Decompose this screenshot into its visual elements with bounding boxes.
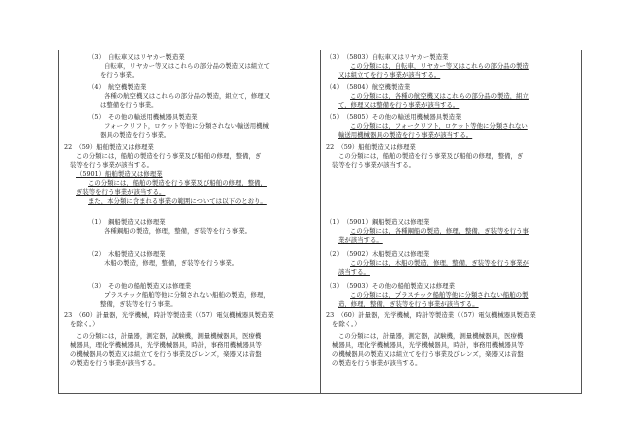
current-text-line: （5901）船舶製造又は修理業 [76, 170, 163, 178]
current-text-line: は整備を行う事業。 [100, 101, 158, 109]
current-text-line: 械器具，理化学機械器具，光学機械器具，時計，事務用機械器具等 [70, 341, 262, 349]
current-text-line: の機械器具の製造又は組立てを行う事業及びレンズ，楽器又は音盤 [70, 350, 262, 358]
revised-text-line: （2） （5902）木船製造又は修理業 [326, 250, 430, 258]
revised-text-line: 輸送用機械器具の製造を行う事業が該当する。 [338, 131, 473, 139]
current-text-line: 整備，ぎ装等を行う事業。 [100, 300, 177, 308]
current-text-line: 装等を行う事業が該当する。 [70, 161, 154, 169]
current-text-line: 木船の製造，修理，整備，ぎ装等を行う事業。 [104, 259, 239, 267]
column-divider [320, 50, 321, 394]
current-text-line: また，本分類に含まれる事業の範囲については以下のとおり。 [88, 197, 267, 205]
current-text-line: この分類には，計量器，測定器，試験機，測量機械器具，医療機 [76, 332, 262, 340]
revised-text-line: 23 （60）計量器，光学機械，時計等製造業（（57）電気機械器具製造業 [326, 311, 536, 319]
current-text-line: （4） 航空機製造業 [88, 83, 147, 91]
current-text-line: の製造を行う事業が該当する。 [70, 359, 160, 367]
current-text-line: この分類には，船舶の製造を行う事業及び船舶の修理，整備， [88, 179, 267, 187]
revised-text-line: （5） （5805）その他の輸送用機械器具製造業 [326, 113, 462, 121]
current-text-line: 各種鋼船の製造，修理，整備，ぎ装等を行う事業。 [104, 227, 251, 235]
revised-text-line: この分類には，自転車，リヤカー等又はこれらの部分品の製造 [350, 62, 529, 70]
current-text-line: を除く。） [70, 320, 99, 328]
revised-text-line: 装等を行う事業が該当する。 [332, 161, 416, 169]
revised-text-line: 該当する。 [338, 268, 370, 276]
revised-text-line: （3） （5803）自転車又はリヤカー製造業 [326, 53, 449, 61]
revised-text-line: 22 （59）船舶製造又は修理業 [326, 143, 416, 151]
current-text-line: 自転車，リヤカー等又はこれらの部分品の製造又は組立て [104, 62, 271, 70]
current-text-line: この分類には，船舶の製造を行う事業及び船舶の修理，整備，ぎ [76, 152, 262, 160]
table-border-bottom [58, 393, 582, 394]
current-text-line: を行う事業。 [100, 71, 139, 79]
revised-text-line: この分類には，計量器，測定器，試験機，測量機械器具，医療機 [338, 332, 524, 340]
current-text-line: （2） 木船製造又は修理業 [88, 250, 166, 258]
revised-text-line: この分類には，各種鋼船の製造，修理，整備，ぎ装等を行う事 [350, 227, 529, 235]
revised-text-line: を除く。） [332, 320, 361, 328]
revised-text-line: この分類には，各種の航空機又はこれらの部分品の製造，組立 [350, 92, 529, 100]
revised-text-line: （1） （5901）鋼船製造又は修理業 [326, 218, 430, 226]
current-text-line: （1） 鋼船製造又は修理業 [88, 218, 166, 226]
current-text-line: 22 （59）船舶製造又は修理業 [64, 143, 154, 151]
revised-text-line: （3） （5903）その他の船舶製造又は修理業 [326, 282, 455, 290]
current-text-line: ぎ装等を行う事業が該当する。 [76, 188, 166, 196]
revised-text-line: 造，修理，整備，ぎ装等を行う事業が該当する。 [338, 300, 479, 308]
table-border-left [58, 50, 59, 394]
current-text-line: （3） その他の船舶製造又は修理業 [88, 282, 192, 290]
revised-text-line: この分類には，フォークリフト，ロケット等他に分類されない [350, 122, 528, 130]
revised-text-line: 業が該当する。 [338, 236, 383, 244]
current-text-line: 各種の航空機又はこれらの部分品の製造，組立て，修理又 [104, 92, 271, 100]
revised-text-line: この分類には，プラスチック船舶等他に分類されない船舶の製 [350, 291, 529, 299]
revised-text-line: の製造を行う事業が該当する。 [332, 359, 422, 367]
current-text-line: プラスチック船舶等他に分類されない船舶の製造，修理， [104, 291, 270, 299]
revised-text-line: この分類には，木船の製造，修理，整備，ぎ装等を行う事業が [350, 259, 529, 267]
revised-text-line: （4） （5804）航空機製造業 [326, 83, 411, 91]
current-text-line: 器具の製造を行う事業。 [100, 131, 171, 139]
current-text-line: （5） その他の輸送用機械器具製造業 [88, 113, 198, 121]
current-text-line: フォークリフト，ロケット等他に分類されない輸送用機械 [104, 122, 269, 130]
revised-text-line: この分類には，船舶の製造を行う事業及び船舶の修理，整備，ぎ [338, 152, 524, 160]
revised-text-line: の機械器具の製造又は組立てを行う事業及びレンズ，楽器又は音盤 [332, 350, 524, 358]
revised-text-line: て，修理又は整備を行う事業が該当する。 [338, 101, 460, 109]
current-text-line: （3） 自転車又はリヤカー製造業 [88, 53, 185, 61]
table-border-right [581, 50, 582, 394]
revised-text-line: 械器具，理化学機械器具，光学機械器具，時計，事務用機械器具等 [332, 341, 524, 349]
current-text-line: 23 （60）計量器，光学機械，時計等製造業（（57）電気機械器具製造業 [64, 311, 274, 319]
revised-text-line: 又は組立てを行う事業が該当する。 [338, 71, 441, 79]
document-table [58, 50, 582, 394]
